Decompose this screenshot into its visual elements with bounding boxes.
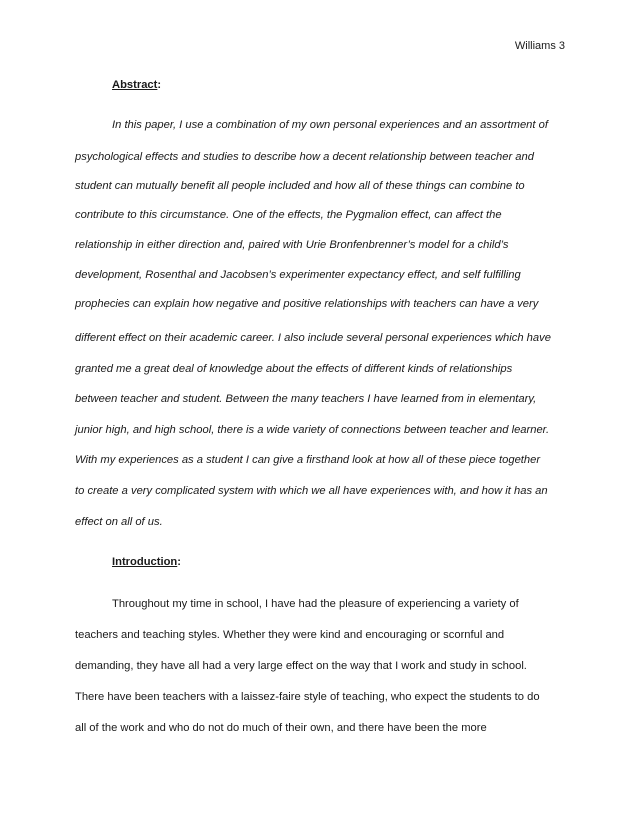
abstract-line: prophecies can explain how negative and positive relationships with teachers can have a very bbox=[75, 298, 539, 310]
running-head: Williams 3 bbox=[514, 40, 565, 52]
abstract-line: contribute to this circumstance. One of the effects, the Pygmalion effect, can affect the bbox=[75, 209, 502, 221]
introduction-heading-colon: : bbox=[177, 556, 181, 568]
abstract-line: to create a very complicated system with which we all have experiences with, and how it has an bbox=[75, 485, 548, 497]
abstract-line: In this paper, I use a combination of my own personal experiences and an assortment of bbox=[112, 119, 548, 131]
abstract-line: relationship in either direction and, paired with Urie Bronfenbrenner’s model for a child’s bbox=[75, 239, 509, 251]
introduction-line: Throughout my time in school, I have had the pleasure of experiencing a variety of bbox=[112, 598, 519, 610]
introduction-heading-text: Introduction bbox=[112, 556, 178, 568]
abstract-heading-colon: : bbox=[157, 79, 162, 91]
abstract-line: between teacher and student. Between the many teachers I have learned from in elementary, bbox=[75, 393, 537, 405]
introduction-heading bbox=[112, 556, 181, 568]
abstract-line: granted me a great deal of knowledge about the effects of different kinds of relationships bbox=[75, 363, 513, 375]
introduction-line: There have been teachers with a laissez-faire style of teaching, who expect the students to do bbox=[75, 691, 540, 703]
abstract-line: effect on all of us. bbox=[75, 516, 163, 528]
introduction-line: demanding, they have all had a very large effect on the way that I work and study in school. bbox=[75, 660, 527, 672]
abstract-line: psychological effects and studies to describe how a decent relationship between teacher and bbox=[75, 151, 534, 163]
introduction-line: teachers and teaching styles. Whether they were kind and encouraging or scornful and bbox=[75, 629, 505, 641]
abstract-line: different effect on their academic career. I also include several personal experiences which have bbox=[75, 332, 551, 344]
abstract-line: With my experiences as a student I can give a firsthand look at how all of these piece together bbox=[75, 454, 541, 466]
abstract-line: student can mutually benefit all people included and how all of these things can combine to bbox=[75, 180, 525, 192]
abstract-line: junior high, and high school, there is a wide variety of connections between teacher and learner. bbox=[75, 424, 550, 436]
abstract-line: development, Rosenthal and Jacobsen’s experimenter expectancy effect, and self fulfilling bbox=[75, 269, 521, 281]
abstract-heading bbox=[112, 79, 161, 91]
introduction-line: all of the work and who do not do much of their own, and there have been the more bbox=[75, 722, 487, 734]
abstract-heading-text: Abstract bbox=[112, 79, 158, 91]
